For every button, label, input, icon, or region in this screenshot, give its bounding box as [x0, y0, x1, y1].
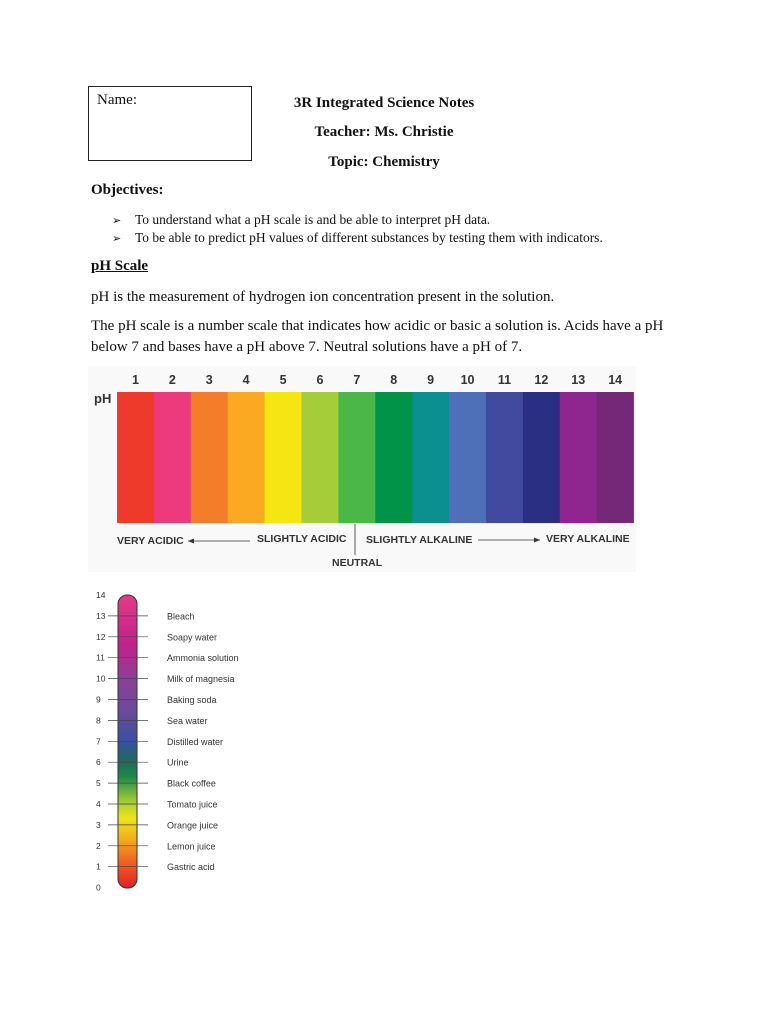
- ph-number-label: 14: [608, 373, 623, 387]
- name-box[interactable]: [88, 86, 252, 161]
- ph-number-label: 9: [427, 373, 435, 387]
- tube-tick-label: 13: [96, 610, 106, 621]
- arrow-bullet-icon: ➢: [112, 233, 122, 245]
- section-title: pH Scale: [91, 258, 149, 274]
- substance-label: Baking soda: [167, 695, 217, 705]
- substance-label: Ammonia solution: [167, 653, 239, 664]
- substance-label: Sea water: [167, 715, 208, 726]
- tube-tick-label: 9: [96, 694, 101, 705]
- ph-number-label: 12: [534, 373, 549, 387]
- very-acidic-label: VERY ACIDIC: [117, 535, 184, 547]
- tube-tick-label: 4: [96, 799, 101, 809]
- tube-tick-label: 3: [96, 819, 101, 830]
- ph-bar-2: [154, 392, 191, 523]
- slightly-alkaline-label: SLIGHTLY ALKALINE: [366, 534, 473, 546]
- substance-label: Gastric acid: [167, 862, 215, 873]
- substance-label: Tomato juice: [167, 799, 218, 810]
- objective-text: To be able to predict pH values of different substances by testing them with indicators.: [135, 230, 603, 245]
- ph-bar-13: [560, 392, 597, 523]
- substance-label: Distilled water: [167, 736, 224, 747]
- substance-label: Orange juice: [167, 820, 219, 831]
- tube-tick-label: 14: [96, 590, 106, 600]
- ph-bar-4: [228, 392, 265, 523]
- objectives-heading: Objectives:: [91, 182, 164, 198]
- neutral-label: NEUTRAL: [332, 557, 383, 569]
- ph-bar-3: [191, 392, 228, 523]
- tube-tick-label: 10: [96, 673, 106, 684]
- very-alkaline-label: VERY ALKALINE: [546, 533, 630, 545]
- tube-tick-label: 12: [96, 631, 106, 642]
- substance-label: Soapy water: [167, 632, 218, 643]
- ph-bar-7: [338, 392, 375, 523]
- objective-text: To understand what a pH scale is and be able to interpret pH data.: [135, 212, 491, 227]
- paragraph-definition: pH is the measurement of hydrogen ion concentration present in the solution.: [91, 289, 555, 305]
- ph-number-label: 1: [131, 373, 139, 387]
- teacher-line: Teacher: Ms. Christie: [314, 124, 454, 140]
- objective-item: [112, 230, 603, 246]
- ph-number-label: 5: [279, 373, 287, 387]
- tube-tick-label: 6: [96, 757, 101, 768]
- ph-bar-12: [523, 392, 560, 523]
- substance-label: Black coffee: [167, 778, 216, 789]
- ph-scale-chart: [88, 366, 636, 572]
- ph-tube-diagram: [88, 585, 288, 895]
- arrow-bullet-icon: ➢: [112, 215, 122, 227]
- topic-line: Topic: Chemistry: [328, 154, 440, 170]
- paragraph-scale-description: The pH scale is a number scale that indicates how acidic or basic a solution is. Acids have a pH below 7 and bases have a pH above 7. Neutral solutions have a pH of 7.: [91, 318, 664, 355]
- ph-bar-8: [375, 392, 412, 523]
- ph-bar-11: [486, 392, 523, 523]
- ph-number-label: 6: [316, 373, 324, 387]
- tube-tick-label: 2: [96, 840, 101, 851]
- tube-tick-label: 7: [96, 736, 101, 747]
- ph-bar-14: [597, 392, 634, 523]
- ph-axis-label: pH: [94, 391, 112, 406]
- ph-number-label: 10: [460, 373, 475, 387]
- tube-tick-label: 8: [96, 715, 101, 726]
- ph-number-label: 7: [353, 373, 361, 387]
- ph-bar-1: [117, 392, 154, 523]
- tube-tick-label: 0: [96, 882, 101, 893]
- ph-bar-10: [449, 392, 486, 523]
- objective-item: [112, 212, 490, 228]
- ph-number-label: 2: [168, 373, 176, 387]
- ph-number-label: 3: [205, 373, 213, 387]
- tube-tick-label: 11: [96, 652, 105, 663]
- tube-tick-label: 5: [96, 778, 101, 789]
- substance-label: Urine: [167, 757, 189, 768]
- slightly-acidic-label: SLIGHTLY ACIDIC: [257, 533, 347, 545]
- substance-label: Milk of magnesia: [167, 674, 235, 685]
- ph-number-label: 13: [571, 373, 586, 387]
- ph-bar-5: [265, 392, 302, 523]
- name-label: Name:: [97, 92, 137, 108]
- substance-label: Lemon juice: [167, 841, 216, 852]
- ph-bar-6: [302, 392, 339, 523]
- ph-number-label: 11: [497, 373, 512, 387]
- document-title: 3R Integrated Science Notes: [293, 95, 475, 111]
- tube-tick-label: 1: [96, 861, 101, 872]
- ph-number-label: 8: [390, 373, 398, 387]
- ph-bar-9: [412, 392, 449, 523]
- substance-label: Bleach: [167, 611, 195, 622]
- ph-number-label: 4: [242, 373, 250, 387]
